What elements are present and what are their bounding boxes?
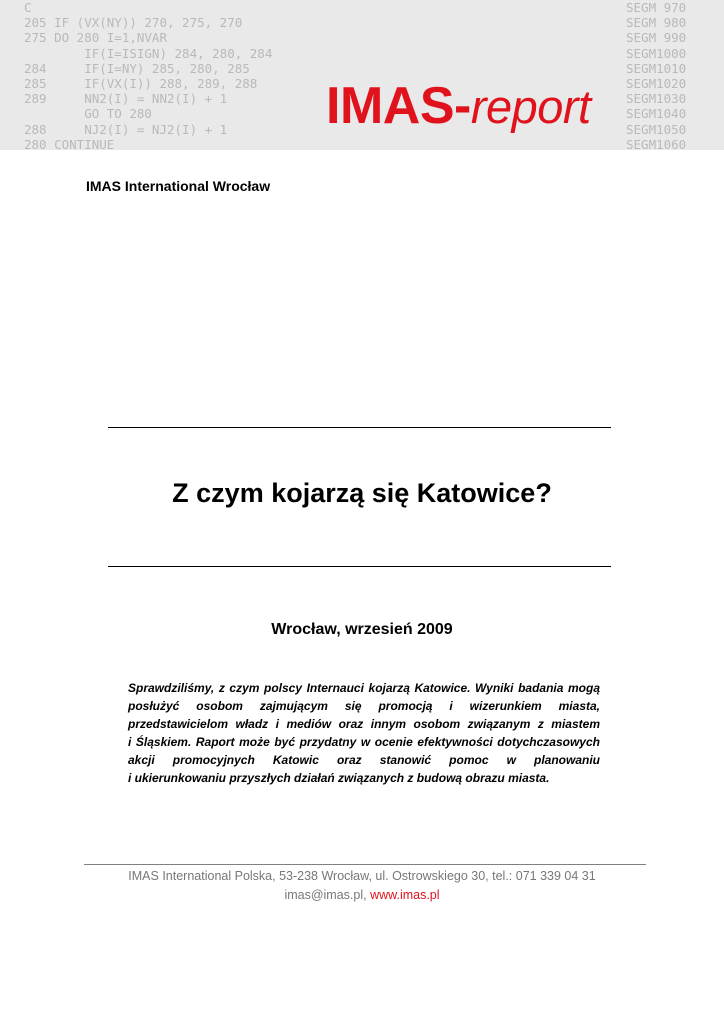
abstract-line: posłużyć osobom zajmującym się promocją i wizerunkiem miasta, <box>128 699 600 713</box>
code-background-right: SEGM 970 SEGM 980 SEGM 990 SEGM1000 SEGM1010 SEGM1020 SEGM1030 SEGM1040 SEGM1050 SEGM1060 <box>626 0 687 150</box>
footer-divider <box>84 864 646 865</box>
organization-name: IMAS International Wrocław <box>86 178 271 194</box>
logo-sub-text: report <box>470 80 591 133</box>
footer-address: IMAS International Polska, 53-238 Wrocław, ul. Ostrowskiego 30, tel.: 071 339 04 31 <box>128 869 596 883</box>
footer-website-link[interactable]: www.imas.pl <box>370 888 440 902</box>
abstract-line: Sprawdziliśmy, z czym polscy Internauci kojarzą Katowice. Wyniki badania mogą <box>128 681 600 695</box>
title-rule-bottom <box>108 566 611 567</box>
abstract-line: i Śląskiem. Raport może być przydatny w ocenie efektywności dotychczasowych <box>128 735 600 749</box>
report-dateline: Wrocław, wrzesień 2009 <box>271 621 453 638</box>
title-rule-top <box>108 427 611 428</box>
abstract-line: akcji promocyjnych Katowic oraz stanowić pomoc w planowaniu <box>128 753 600 767</box>
footer-contact <box>0 888 724 902</box>
footer-email[interactable]: imas@imas.pl <box>284 888 364 902</box>
imas-report-logo <box>326 77 591 135</box>
code-background-left: C 205 IF (VX(NY)) 270, 275, 270 275 DO 280 I=1,NVAR IF(I=ISIGN) 284, 280, 284 284 IF(I=NY) 285, 280, 285 285 IF(VX(I)) 288, 289, 288 289 NN2(I) = NN2(I) + 1 GO TO 280 288 NJ2(I) = NJ2(I) + 1 280 CONTINUE <box>24 0 273 150</box>
abstract-line: i ukierunkowaniu przyszłych działań związanych z budową obrazu miasta. <box>128 771 550 785</box>
logo-main-text: IMAS- <box>326 77 471 135</box>
header-banner <box>0 0 724 150</box>
footer-separator: , <box>363 888 371 902</box>
report-abstract <box>128 679 600 787</box>
abstract-line: przedstawicielom władz i mediów oraz innym osobom związanym z miastem <box>128 717 600 731</box>
report-title: Z czym kojarzą się Katowice? <box>172 478 552 508</box>
